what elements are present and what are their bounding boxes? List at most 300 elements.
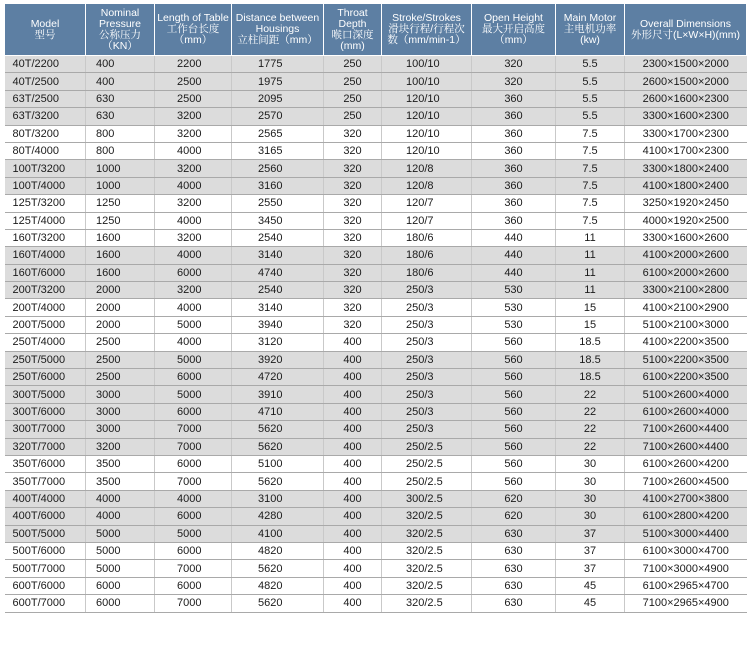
- cell-stroke: 180/6: [382, 247, 472, 264]
- cell-housing-distance: 1775: [232, 56, 324, 73]
- cell-model: 400T/6000: [5, 508, 86, 525]
- header-stroke-cn: 滑块行程/行程次数（mm/min-1）: [387, 23, 466, 46]
- header-stroke: [382, 4, 472, 56]
- cell-main-motor: 37: [556, 560, 625, 577]
- cell-main-motor: 18.5: [556, 369, 625, 386]
- spec-table-container: [4, 3, 746, 613]
- cell-main-motor: 30: [556, 490, 625, 507]
- cell-throat-depth: 400: [324, 455, 382, 472]
- cell-table-length: 7000: [155, 438, 232, 455]
- cell-throat-depth: 400: [324, 508, 382, 525]
- header-table-length-cn: 工作台长度（mm）: [166, 23, 220, 46]
- cell-overall-dimensions: 5100×2600×4000: [625, 386, 747, 403]
- cell-main-motor: 22: [556, 403, 625, 420]
- cell-overall-dimensions: 4100×2000×2600: [625, 247, 747, 264]
- cell-stroke: 120/10: [382, 142, 472, 159]
- table-row: [5, 455, 747, 472]
- cell-nominal-pressure: 630: [86, 90, 155, 107]
- cell-main-motor: 30: [556, 508, 625, 525]
- cell-nominal-pressure: 6000: [86, 577, 155, 594]
- cell-housing-distance: 5620: [232, 438, 324, 455]
- cell-stroke: 120/7: [382, 212, 472, 229]
- cell-throat-depth: 400: [324, 421, 382, 438]
- cell-open-height: 530: [472, 316, 556, 333]
- header-model-en: Model: [30, 17, 60, 30]
- cell-overall-dimensions: 4100×1700×2300: [625, 142, 747, 159]
- cell-nominal-pressure: 5000: [86, 560, 155, 577]
- table-row: [5, 264, 747, 281]
- cell-model: 160T/3200: [5, 229, 86, 246]
- cell-table-length: 2500: [155, 73, 232, 90]
- cell-nominal-pressure: 2000: [86, 282, 155, 299]
- cell-stroke: 320/2.5: [382, 542, 472, 559]
- table-row: [5, 542, 747, 559]
- cell-stroke: 250/3: [382, 282, 472, 299]
- cell-open-height: 440: [472, 264, 556, 281]
- cell-main-motor: 7.5: [556, 195, 625, 212]
- table-row: [5, 160, 747, 177]
- cell-model: 250T/6000: [5, 369, 86, 386]
- cell-table-length: 4000: [155, 247, 232, 264]
- cell-overall-dimensions: 3300×1600×2300: [625, 108, 747, 125]
- header-nominal-pressure-cn: 公称压力（KN）: [99, 28, 141, 52]
- table-row: [5, 351, 747, 368]
- cell-model: 80T/3200: [5, 125, 86, 142]
- cell-overall-dimensions: 4000×1920×2500: [625, 212, 747, 229]
- cell-stroke: 100/10: [382, 73, 472, 90]
- cell-overall-dimensions: 4100×2200×3500: [625, 334, 747, 351]
- cell-overall-dimensions: 3300×2100×2800: [625, 282, 747, 299]
- cell-nominal-pressure: 3000: [86, 421, 155, 438]
- table-row: [5, 177, 747, 194]
- cell-throat-depth: 400: [324, 369, 382, 386]
- cell-nominal-pressure: 6000: [86, 595, 155, 612]
- header-throat-depth-cn: 喉口深度(mm): [331, 28, 374, 52]
- cell-throat-depth: 320: [324, 160, 382, 177]
- cell-stroke: 250/3: [382, 421, 472, 438]
- cell-main-motor: 45: [556, 577, 625, 594]
- cell-open-height: 560: [472, 403, 556, 420]
- cell-stroke: 120/8: [382, 160, 472, 177]
- table-row: [5, 316, 747, 333]
- cell-main-motor: 37: [556, 542, 625, 559]
- cell-open-height: 560: [472, 421, 556, 438]
- cell-open-height: 360: [472, 125, 556, 142]
- cell-open-height: 620: [472, 490, 556, 507]
- cell-open-height: 620: [472, 508, 556, 525]
- cell-open-height: 560: [472, 455, 556, 472]
- cell-model: 350T/6000: [5, 455, 86, 472]
- cell-main-motor: 30: [556, 455, 625, 472]
- cell-table-length: 5000: [155, 525, 232, 542]
- cell-overall-dimensions: 3250×1920×2450: [625, 195, 747, 212]
- cell-overall-dimensions: 7100×2600×4500: [625, 473, 747, 490]
- header-housing-distance: [232, 4, 324, 56]
- table-row: [5, 334, 747, 351]
- cell-stroke: 320/2.5: [382, 560, 472, 577]
- cell-nominal-pressure: 1250: [86, 212, 155, 229]
- cell-nominal-pressure: 2000: [86, 299, 155, 316]
- cell-overall-dimensions: 5100×2100×3000: [625, 316, 747, 333]
- cell-model: 160T/6000: [5, 264, 86, 281]
- cell-table-length: 5000: [155, 316, 232, 333]
- header-housing-distance-cn: 立柱间距（mm）: [237, 34, 318, 46]
- cell-overall-dimensions: 6100×2965×4700: [625, 577, 747, 594]
- cell-open-height: 560: [472, 351, 556, 368]
- cell-open-height: 360: [472, 142, 556, 159]
- cell-stroke: 320/2.5: [382, 595, 472, 612]
- cell-nominal-pressure: 2500: [86, 351, 155, 368]
- cell-table-length: 6000: [155, 455, 232, 472]
- cell-overall-dimensions: 2600×1500×2000: [625, 73, 747, 90]
- header-throat-depth: [324, 4, 382, 56]
- cell-housing-distance: 2095: [232, 90, 324, 107]
- header-row: [5, 4, 747, 56]
- cell-stroke: 250/3: [382, 369, 472, 386]
- cell-throat-depth: 400: [324, 334, 382, 351]
- cell-table-length: 3200: [155, 195, 232, 212]
- cell-open-height: 560: [472, 438, 556, 455]
- table-header: [5, 4, 747, 56]
- header-open-height-cn: 最大开启高度（mm）: [482, 23, 545, 46]
- table-row: [5, 508, 747, 525]
- cell-housing-distance: 3120: [232, 334, 324, 351]
- table-row: [5, 299, 747, 316]
- cell-throat-depth: 400: [324, 438, 382, 455]
- cell-main-motor: 5.5: [556, 90, 625, 107]
- cell-stroke: 120/10: [382, 125, 472, 142]
- cell-nominal-pressure: 2500: [86, 369, 155, 386]
- header-overall-dimensions-cn: 外形尺寸(L×W×H)(mm): [630, 28, 741, 41]
- cell-model: 600T/6000: [5, 577, 86, 594]
- cell-stroke: 180/6: [382, 264, 472, 281]
- cell-open-height: 360: [472, 90, 556, 107]
- table-row: [5, 212, 747, 229]
- cell-nominal-pressure: 1600: [86, 229, 155, 246]
- table-row: [5, 577, 747, 594]
- cell-throat-depth: 400: [324, 595, 382, 612]
- header-stroke-en: Stroke/Strokes: [392, 12, 461, 24]
- cell-housing-distance: 5620: [232, 560, 324, 577]
- cell-model: 40T/2200: [5, 56, 86, 73]
- cell-housing-distance: 3920: [232, 351, 324, 368]
- cell-nominal-pressure: 1000: [86, 160, 155, 177]
- table-row: [5, 282, 747, 299]
- cell-housing-distance: 4100: [232, 525, 324, 542]
- cell-stroke: 250/3: [382, 299, 472, 316]
- cell-model: 320T/7000: [5, 438, 86, 455]
- cell-overall-dimensions: 2600×1600×2300: [625, 90, 747, 107]
- cell-nominal-pressure: 3000: [86, 386, 155, 403]
- cell-model: 400T/4000: [5, 490, 86, 507]
- header-open-height-en: Open Height: [484, 12, 543, 24]
- header-throat-depth-en: Throat Depth: [337, 6, 368, 30]
- cell-throat-depth: 400: [324, 560, 382, 577]
- cell-open-height: 530: [472, 282, 556, 299]
- cell-main-motor: 11: [556, 229, 625, 246]
- header-table-length-en: Length of Table: [157, 12, 229, 24]
- cell-stroke: 120/10: [382, 90, 472, 107]
- cell-model: 300T/6000: [5, 403, 86, 420]
- cell-housing-distance: 4720: [232, 369, 324, 386]
- cell-throat-depth: 250: [324, 73, 382, 90]
- cell-throat-depth: 320: [324, 247, 382, 264]
- cell-table-length: 2500: [155, 90, 232, 107]
- cell-model: 300T/5000: [5, 386, 86, 403]
- cell-main-motor: 7.5: [556, 177, 625, 194]
- cell-nominal-pressure: 400: [86, 56, 155, 73]
- cell-main-motor: 11: [556, 264, 625, 281]
- cell-stroke: 120/10: [382, 108, 472, 125]
- cell-throat-depth: 400: [324, 351, 382, 368]
- header-main-motor: [556, 4, 625, 56]
- cell-housing-distance: 4820: [232, 542, 324, 559]
- cell-nominal-pressure: 800: [86, 142, 155, 159]
- cell-table-length: 4000: [155, 177, 232, 194]
- cell-table-length: 3200: [155, 108, 232, 125]
- cell-throat-depth: 320: [324, 212, 382, 229]
- cell-housing-distance: 5620: [232, 421, 324, 438]
- cell-stroke: 250/2.5: [382, 473, 472, 490]
- cell-overall-dimensions: 5100×2200×3500: [625, 351, 747, 368]
- cell-overall-dimensions: 7100×3000×4900: [625, 560, 747, 577]
- cell-stroke: 100/10: [382, 56, 472, 73]
- cell-model: 250T/5000: [5, 351, 86, 368]
- cell-model: 125T/3200: [5, 195, 86, 212]
- cell-housing-distance: 2560: [232, 160, 324, 177]
- cell-overall-dimensions: 6100×2800×4200: [625, 508, 747, 525]
- cell-nominal-pressure: 1250: [86, 195, 155, 212]
- cell-table-length: 6000: [155, 508, 232, 525]
- cell-table-length: 6000: [155, 369, 232, 386]
- cell-table-length: 4000: [155, 142, 232, 159]
- header-model: [5, 4, 86, 56]
- cell-table-length: 6000: [155, 403, 232, 420]
- cell-stroke: 250/3: [382, 403, 472, 420]
- cell-main-motor: 7.5: [556, 160, 625, 177]
- header-nominal-pressure-en: Nominal Pressure: [98, 6, 141, 30]
- cell-nominal-pressure: 1600: [86, 264, 155, 281]
- cell-nominal-pressure: 5000: [86, 525, 155, 542]
- cell-main-motor: 5.5: [556, 56, 625, 73]
- cell-open-height: 360: [472, 160, 556, 177]
- cell-main-motor: 22: [556, 386, 625, 403]
- cell-nominal-pressure: 4000: [86, 490, 155, 507]
- header-nominal-pressure: [86, 4, 155, 56]
- cell-main-motor: 18.5: [556, 334, 625, 351]
- cell-model: 200T/3200: [5, 282, 86, 299]
- cell-housing-distance: 4820: [232, 577, 324, 594]
- header-main-motor-cn: 主电机功率(kw): [563, 23, 617, 46]
- cell-open-height: 440: [472, 247, 556, 264]
- cell-stroke: 180/6: [382, 229, 472, 246]
- cell-overall-dimensions: 6100×2200×3500: [625, 369, 747, 386]
- cell-overall-dimensions: 5100×3000×4400: [625, 525, 747, 542]
- cell-housing-distance: 3140: [232, 247, 324, 264]
- cell-model: 100T/4000: [5, 177, 86, 194]
- cell-open-height: 560: [472, 334, 556, 351]
- cell-nominal-pressure: 3200: [86, 438, 155, 455]
- header-table-length: [155, 4, 232, 56]
- cell-model: 63T/2500: [5, 90, 86, 107]
- cell-model: 100T/3200: [5, 160, 86, 177]
- cell-nominal-pressure: 2500: [86, 334, 155, 351]
- cell-throat-depth: 400: [324, 473, 382, 490]
- cell-open-height: 630: [472, 595, 556, 612]
- table-row: [5, 56, 747, 73]
- cell-table-length: 6000: [155, 264, 232, 281]
- cell-housing-distance: 3910: [232, 386, 324, 403]
- table-row: [5, 386, 747, 403]
- cell-nominal-pressure: 3000: [86, 403, 155, 420]
- cell-table-length: 5000: [155, 386, 232, 403]
- cell-throat-depth: 400: [324, 525, 382, 542]
- cell-housing-distance: 3165: [232, 142, 324, 159]
- cell-housing-distance: 3100: [232, 490, 324, 507]
- cell-overall-dimensions: 3300×1600×2600: [625, 229, 747, 246]
- cell-table-length: 4000: [155, 212, 232, 229]
- cell-model: 125T/4000: [5, 212, 86, 229]
- cell-model: 200T/5000: [5, 316, 86, 333]
- cell-housing-distance: 3940: [232, 316, 324, 333]
- cell-overall-dimensions: 2300×1500×2000: [625, 56, 747, 73]
- cell-housing-distance: 4280: [232, 508, 324, 525]
- cell-model: 500T/5000: [5, 525, 86, 542]
- cell-table-length: 4000: [155, 299, 232, 316]
- table-row: [5, 229, 747, 246]
- cell-stroke: 250/3: [382, 316, 472, 333]
- cell-main-motor: 7.5: [556, 125, 625, 142]
- cell-table-length: 7000: [155, 595, 232, 612]
- cell-model: 63T/3200: [5, 108, 86, 125]
- cell-open-height: 320: [472, 73, 556, 90]
- cell-housing-distance: 3450: [232, 212, 324, 229]
- cell-housing-distance: 2540: [232, 229, 324, 246]
- cell-model: 40T/2500: [5, 73, 86, 90]
- cell-model: 300T/7000: [5, 421, 86, 438]
- cell-housing-distance: 2570: [232, 108, 324, 125]
- cell-main-motor: 22: [556, 438, 625, 455]
- cell-stroke: 250/3: [382, 351, 472, 368]
- cell-throat-depth: 320: [324, 177, 382, 194]
- table-row: [5, 142, 747, 159]
- cell-throat-depth: 320: [324, 264, 382, 281]
- cell-main-motor: 11: [556, 247, 625, 264]
- cell-open-height: 560: [472, 473, 556, 490]
- cell-overall-dimensions: 6100×2000×2600: [625, 264, 747, 281]
- cell-main-motor: 5.5: [556, 108, 625, 125]
- cell-main-motor: 45: [556, 595, 625, 612]
- cell-throat-depth: 320: [324, 142, 382, 159]
- cell-main-motor: 15: [556, 299, 625, 316]
- cell-open-height: 320: [472, 56, 556, 73]
- cell-throat-depth: 320: [324, 195, 382, 212]
- cell-table-length: 3200: [155, 125, 232, 142]
- cell-throat-depth: 320: [324, 282, 382, 299]
- cell-model: 160T/4000: [5, 247, 86, 264]
- cell-model: 600T/7000: [5, 595, 86, 612]
- cell-nominal-pressure: 1600: [86, 247, 155, 264]
- cell-nominal-pressure: 400: [86, 73, 155, 90]
- header-model-cn: 型号: [34, 28, 56, 41]
- cell-table-length: 3200: [155, 229, 232, 246]
- cell-overall-dimensions: 4100×2700×3800: [625, 490, 747, 507]
- cell-housing-distance: 3160: [232, 177, 324, 194]
- cell-stroke: 300/2.5: [382, 490, 472, 507]
- cell-stroke: 320/2.5: [382, 577, 472, 594]
- cell-throat-depth: 320: [324, 229, 382, 246]
- cell-table-length: 2200: [155, 56, 232, 73]
- cell-stroke: 250/2.5: [382, 438, 472, 455]
- cell-model: 80T/4000: [5, 142, 86, 159]
- cell-open-height: 360: [472, 108, 556, 125]
- cell-model: 250T/4000: [5, 334, 86, 351]
- table-row: [5, 403, 747, 420]
- cell-housing-distance: 2565: [232, 125, 324, 142]
- cell-table-length: 6000: [155, 542, 232, 559]
- cell-throat-depth: 320: [324, 316, 382, 333]
- table-body: [5, 56, 747, 613]
- cell-open-height: 630: [472, 542, 556, 559]
- table-row: [5, 595, 747, 612]
- cell-stroke: 250/2.5: [382, 455, 472, 472]
- cell-overall-dimensions: 6100×2600×4200: [625, 455, 747, 472]
- cell-table-length: 7000: [155, 473, 232, 490]
- cell-throat-depth: 400: [324, 386, 382, 403]
- table-row: [5, 438, 747, 455]
- cell-table-length: 7000: [155, 421, 232, 438]
- header-overall-dimensions-en: Overall Dimensions: [639, 17, 732, 30]
- header-overall-dimensions: [625, 4, 747, 56]
- table-row: [5, 369, 747, 386]
- cell-stroke: 320/2.5: [382, 508, 472, 525]
- cell-nominal-pressure: 800: [86, 125, 155, 142]
- cell-nominal-pressure: 3500: [86, 473, 155, 490]
- cell-open-height: 530: [472, 299, 556, 316]
- cell-main-motor: 22: [556, 421, 625, 438]
- cell-table-length: 6000: [155, 577, 232, 594]
- cell-main-motor: 15: [556, 316, 625, 333]
- cell-overall-dimensions: 6100×2600×4000: [625, 403, 747, 420]
- cell-model: 350T/7000: [5, 473, 86, 490]
- table-row: [5, 247, 747, 264]
- cell-open-height: 360: [472, 177, 556, 194]
- cell-stroke: 320/2.5: [382, 525, 472, 542]
- cell-open-height: 560: [472, 386, 556, 403]
- cell-overall-dimensions: 7100×2600×4400: [625, 421, 747, 438]
- cell-nominal-pressure: 5000: [86, 542, 155, 559]
- cell-throat-depth: 250: [324, 56, 382, 73]
- cell-throat-depth: 320: [324, 125, 382, 142]
- cell-table-length: 4000: [155, 490, 232, 507]
- cell-throat-depth: 320: [324, 299, 382, 316]
- cell-overall-dimensions: 7100×2600×4400: [625, 438, 747, 455]
- table-row: [5, 125, 747, 142]
- cell-nominal-pressure: 630: [86, 108, 155, 125]
- cell-housing-distance: 3140: [232, 299, 324, 316]
- cell-nominal-pressure: 2000: [86, 316, 155, 333]
- cell-throat-depth: 400: [324, 403, 382, 420]
- cell-open-height: 360: [472, 212, 556, 229]
- table-row: [5, 560, 747, 577]
- cell-throat-depth: 400: [324, 577, 382, 594]
- cell-housing-distance: 1975: [232, 73, 324, 90]
- cell-main-motor: 18.5: [556, 351, 625, 368]
- cell-overall-dimensions: 3300×1700×2300: [625, 125, 747, 142]
- cell-overall-dimensions: 7100×2965×4900: [625, 595, 747, 612]
- cell-housing-distance: 2550: [232, 195, 324, 212]
- cell-housing-distance: 5620: [232, 595, 324, 612]
